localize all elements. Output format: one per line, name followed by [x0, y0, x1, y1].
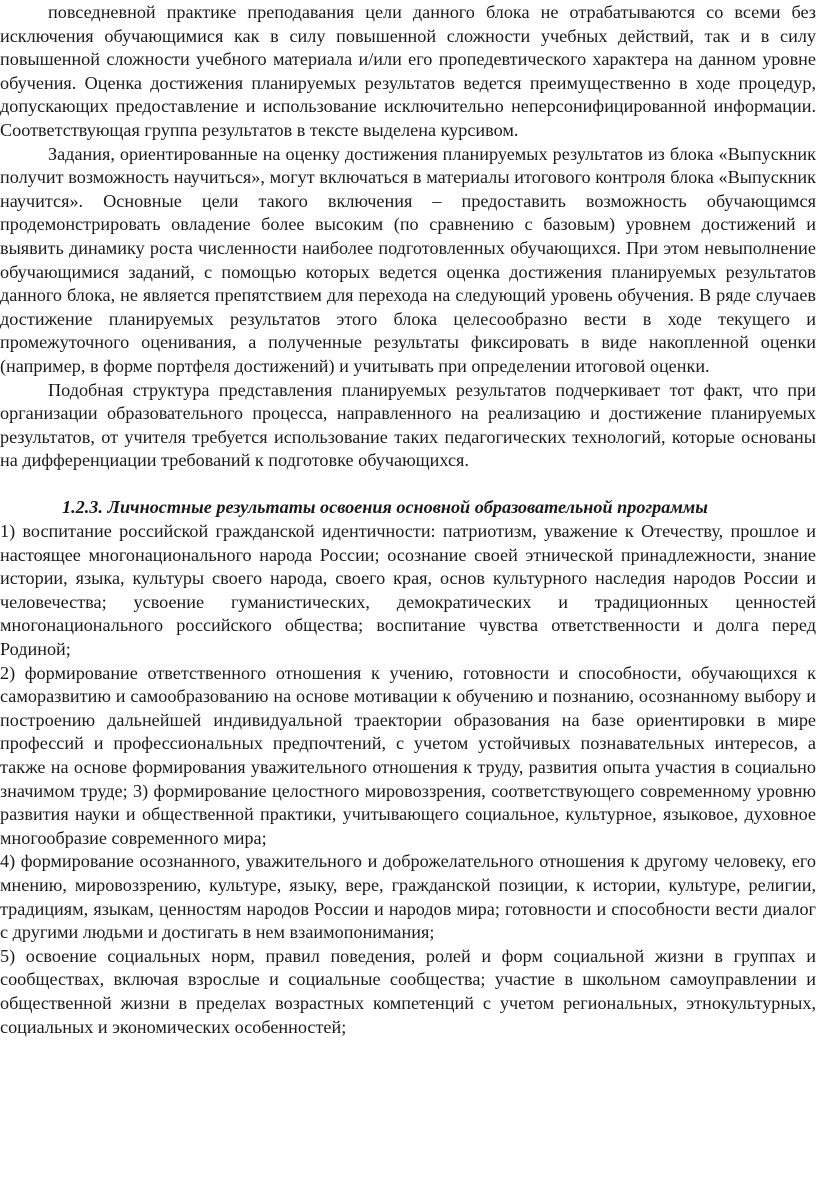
list-item: 5) освоение социальных норм, правил поведения, ролей и форм социальной жизни в группах и сообществах, включая взрослые и социальные сообщества; участие в школьном самоуправлении и общественной жизни в пределах возрастных компетенций с учетом региональных, этнокультурных, социальных и экономических особенностей; [0, 945, 816, 1037]
section-spacer [0, 473, 816, 497]
list-item: 2) формирование ответственного отношения к учению, готовности и способности, обучающихся к саморазвитию и самообразованию на основе мотивации к обучению и познанию, осознанному выбору и построению дальнейшей индивидуальной траектории образования на базе ориентировки в мире профессий и профессиональных предпочтений, с учетом устойчивых познавательных интересов, а также на основе формирования уважительного отношения к труду, развития опыта участия в социально значимом труде; 3) формирование целостного мировоззрения, соответствующего современному уровню развития науки и общественной практики, учитывающего социальное, культурное, языковое, духовное многообразие современного мира; [0, 662, 816, 848]
section-heading: 1.2.3. Личностные результаты освоения основной образовательной программы [62, 497, 708, 518]
paragraph-structure: Подобная структура представления планируемых результатов подчеркивает тот факт, что при организации образовательного процесса, направленного на реализацию и достижение планируемых результатов, от учителя требуется использование таких педагогических технологий, которые основаны на дифференциации требований к подготовке обучающихся. [0, 379, 816, 471]
intro-text-block [0, 1, 816, 473]
paragraph-assessment-tasks: Задания, ориентированные на оценку достижения планируемых результатов из блока «Выпускник получит возможность научиться», могут включаться в материалы итогового контроля блока «Выпускник научится». Основные цели такого включения – предоставить возможность обучающимся продемонстрировать овладение более высоким (по сравнению с базовым) уровнем достижений и выявить динамику роста численности наиболее подготовленных обучающихся. При этом невыполнение обучающимися заданий, с помощью которых ведется оценка достижения планируемых результатов данного блока, не является препятствием для перехода на следующий уровень обучения. В ряде случаев достижение планируемых результатов этого блока целесообразно вести в ходе текущего и промежуточного оценивания, а полученные результаты фиксировать в виде накопленной оценки (например, в форме портфеля достижений) и учитывать при определении итоговой оценки. [0, 143, 816, 376]
list-item: 1) воспитание российской гражданской идентичности: патриотизм, уважение к Отечеству, прошлое и настоящее многонационального народа России; осознание своей этнической принадлежности, знание истории, языка, культуры своего народа, своего края, основ культурного наследия народов России и человечества; усвоение гуманистических, демократических и традиционных ценностей многонационального российского общества; воспитание чувства ответственности и долга перед Родиной; [0, 521, 816, 660]
paragraph-continuation: повседневной практике преподавания цели данного блока не отрабатываются со всеми без исключения обучающимися как в силу повышенной сложности учебных действий, так и в силу повышенной сложности учебного материала и/или его пропедевтического характера на данном уровне обучения. Оценка достижения планируемых результатов ведется преимущественно в ходе процедур, допускающих предоставление и использование исключительно неперсонифицированной информации. Соответствующая группа результатов в тексте выделена курсивом. [0, 2, 816, 140]
list-item: 4) формирование осознанного, уважительного и доброжелательного отношения к другому человеку, его мнению, мировоззрению, культуре, языку, вере, гражданской позиции, к истории, культуре, религии, традициям, языкам, ценностям народов России и народов мира; готовности и способности вести диалог с другими людьми и достигать в нем взаимопонимания; [0, 851, 816, 943]
personal-results-list [0, 520, 816, 1039]
